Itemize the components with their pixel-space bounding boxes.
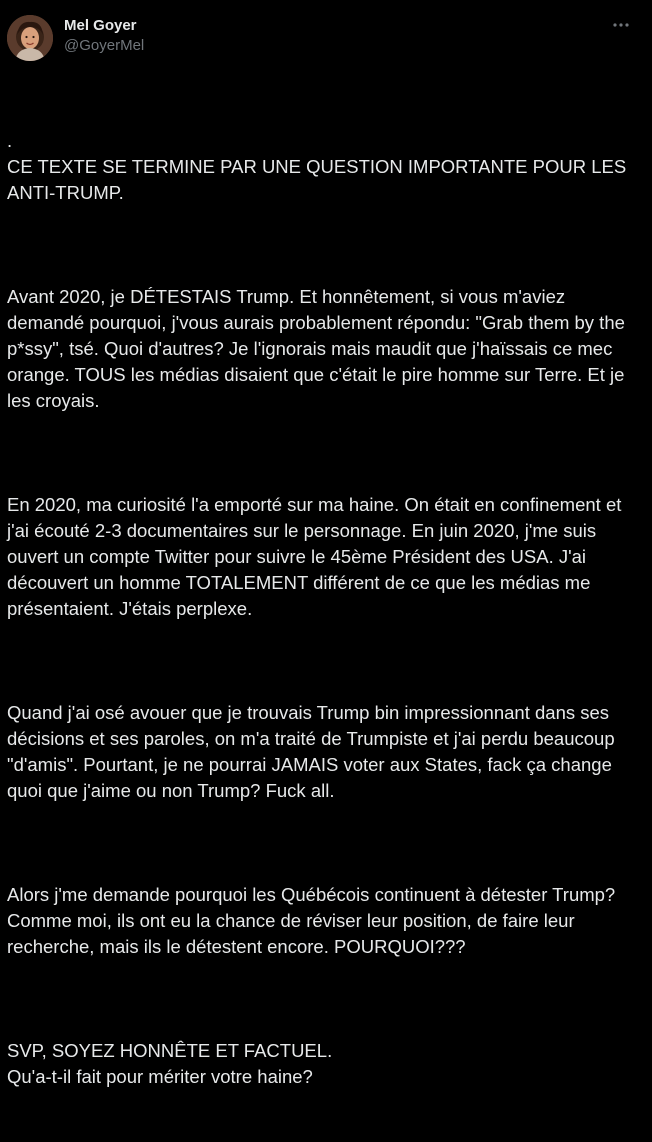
tweet-paragraph: Avant 2020, je DÉTESTAIS Trump. Et honnêtement, si vous m'aviez demandé pourquoi, j'vous aurais probablement répondu: "Grab them by the p*ssy", tsé. Quoi d'autres? Je l'ignorais mais maudit que j'haïssais ce mec orange. TOUS les médias disaient que c'était le pire homme sur Terre. Et je les croyais. [7,286,631,411]
display-name[interactable]: Mel Goyer [64,17,137,34]
tweet-paragraph: . CE TEXTE SE TERMINE PAR UNE QUESTION IMPORTANTE POUR LES ANTI-TRUMP. [7,130,627,203]
more-button[interactable] [606,15,636,35]
author-names [64,16,144,56]
tweet-paragraph: Quand j'ai osé avouer que je trouvais Trump bin impressionnant dans ses décisions et ses paroles, on m'a traité de Trumpiste et j'ai perdu beaucoup "d'amis". Pourtant, je ne pourrai JAMAIS voter aux States, fack ça change quoi que j'aime ou non Trump? Fuck all. [7,702,620,801]
tweet-paragraph: En 2020, ma curiosité l'a emporté sur ma haine. On était en confinement et j'ai écouté 2-3 documentaires sur le personnage. En juin 2020, j'me suis ouvert un compte Twitter pour suivre le 45ème Président des USA. J'ai découvert un homme TOTALEMENT différent de ce que les médias me présentaient. J'étais perplexe. [7,494,627,619]
more-horizontal-icon [612,22,630,28]
tweet-text [7,76,638,1142]
avatar-photo-icon [7,15,53,61]
tweet-header [7,13,636,63]
tweet-paragraph: SVP, SOYEZ HONNÊTE ET FACTUEL. Qu'a-t-il fait pour mériter votre haine? [7,1040,333,1087]
tweet-paragraph: Alors j'me demande pourquoi les Québécois continuent à détester Trump? Comme moi, ils ont eu la chance de réviser leur position, de faire leur recherche, mais ils le détestent encore. POURQUOI??? [7,884,621,957]
avatar[interactable] [7,15,53,61]
handle[interactable]: @GoyerMel [64,37,145,54]
